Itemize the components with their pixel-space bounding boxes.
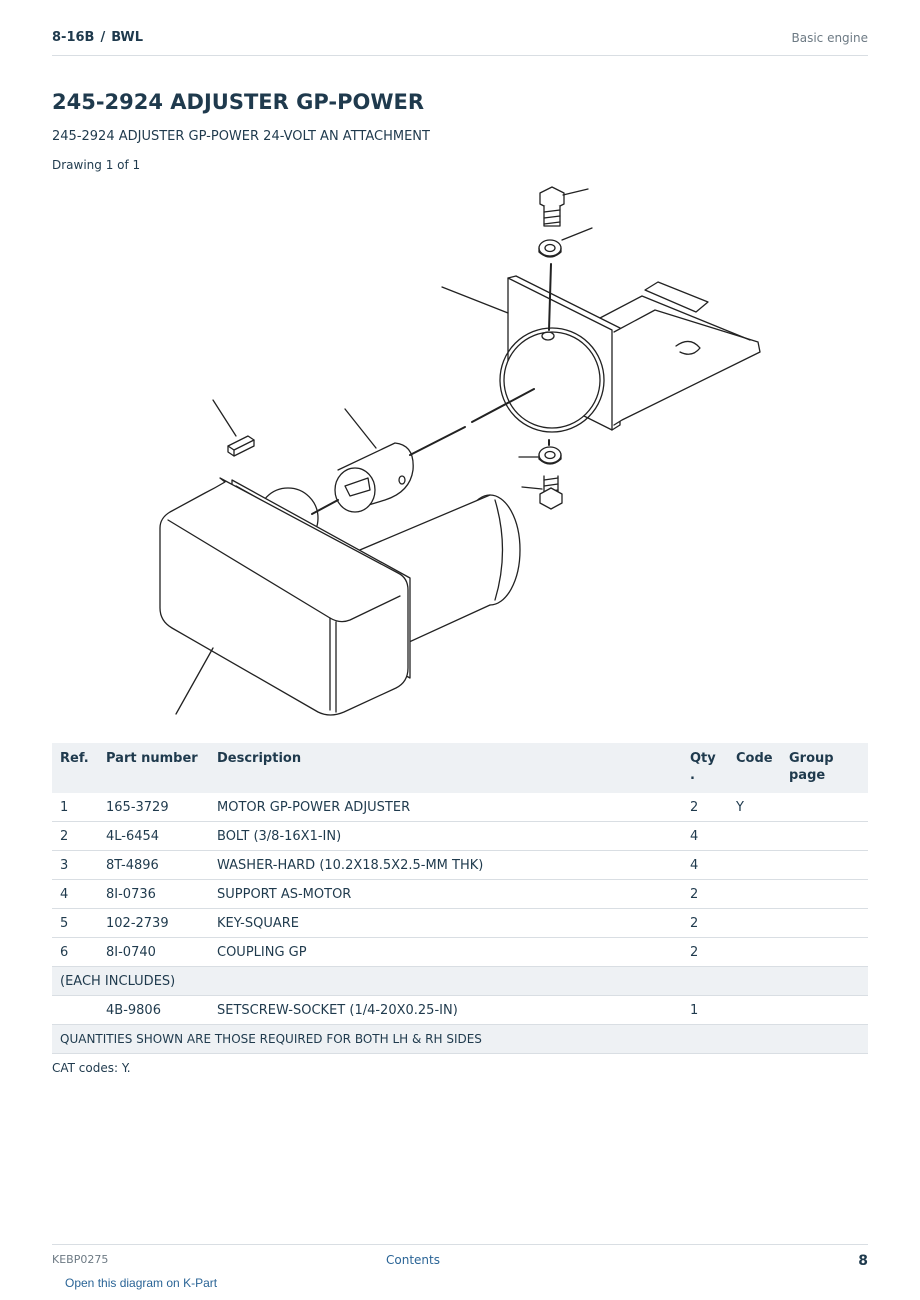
table-row [52,822,868,851]
page-header [52,28,868,56]
cell-code [728,996,781,1025]
exploded-parts-diagram [0,180,920,725]
breadcrumb [52,30,143,45]
cell-group-page [781,909,868,938]
column-header-part-number: Part number [98,743,209,793]
cell-part-number: 4L-6454 [98,822,209,851]
each-includes-row [52,967,868,996]
column-header-code: Code [728,743,781,793]
support-diagram-part [500,276,760,432]
cat-codes-note: CAT codes: Y. [52,1061,131,1075]
cell-qty: 2 [682,909,728,938]
cell-description: SETSCREW-SOCKET (1/4-20X0.25-IN) [209,996,682,1025]
drawing-count-label: Drawing 1 of 1 [52,158,141,172]
section-name: Basic engine [791,31,868,45]
table-row [52,909,868,938]
cell-part-number: 4B-9806 [98,996,209,1025]
column-header-ref: Ref. [52,743,98,793]
cell-group-page [781,880,868,909]
cell-part-number: 165-3729 [98,793,209,822]
cell-qty: 2 [682,938,728,967]
cell-part-number: 8I-0740 [98,938,209,967]
table-row [52,938,868,967]
each-includes-note: (EACH INCLUDES) [52,967,868,996]
key-square-diagram-part [228,436,254,456]
cell-description: MOTOR GP-POWER ADJUSTER [209,793,682,822]
motor-diagram-part [160,478,520,715]
quantities-note: QUANTITIES SHOWN ARE THOSE REQUIRED FOR BOTH LH & RH SIDES [52,1025,868,1054]
cell-qty: 2 [682,793,728,822]
cell-group-page [781,793,868,822]
washer-bottom-diagram-part [539,447,561,464]
cell-ref: 2 [52,822,98,851]
cell-part-number: 102-2739 [98,909,209,938]
table-row [52,793,868,822]
cell-ref: 6 [52,938,98,967]
cell-description: WASHER-HARD (10.2X18.5X2.5-MM THK) [209,851,682,880]
cell-code [728,822,781,851]
cell-group-page [781,851,868,880]
contents-link[interactable]: Contents [386,1253,440,1267]
cell-part-number: 8T-4896 [98,851,209,880]
cell-ref: 1 [52,793,98,822]
page-subtitle: 245-2924 ADJUSTER GP-POWER 24-VOLT AN ATTACHMENT [52,129,430,144]
quantities-note-row [52,1025,868,1054]
page-footer [52,1244,868,1275]
cell-description: BOLT (3/8-16X1-IN) [209,822,682,851]
breadcrumb-separator: / [100,30,106,45]
cell-description: SUPPORT AS-MOTOR [209,880,682,909]
cell-qty: 4 [682,822,728,851]
cell-description: COUPLING GP [209,938,682,967]
column-header-qty: Qty . [682,743,728,793]
table-header-row [52,743,868,793]
cell-code: Y [728,793,781,822]
cell-group-page [781,996,868,1025]
bolt-top-diagram-part [540,187,564,226]
cell-qty: 1 [682,996,728,1025]
cell-part-number: 8I-0736 [98,880,209,909]
breadcrumb-prefix: BWL [111,30,144,45]
page-title: 245-2924 ADJUSTER GP-POWER [52,90,425,114]
cell-group-page [781,938,868,967]
cell-code [728,851,781,880]
table-row [52,880,868,909]
cell-ref: 3 [52,851,98,880]
parts-table [52,743,868,1054]
cell-ref [52,996,98,1025]
open-on-kpart-link[interactable]: Open this diagram on K-Part [65,1276,218,1290]
table-row [52,851,868,880]
bolt-bottom-diagram-part [540,476,562,509]
cell-ref: 4 [52,880,98,909]
cell-code [728,880,781,909]
cell-ref: 5 [52,909,98,938]
cell-qty: 4 [682,851,728,880]
cell-code [728,909,781,938]
cell-description: KEY-SQUARE [209,909,682,938]
coupling-diagram-part [335,443,413,512]
column-header-group-page: Group page [781,743,868,793]
cell-group-page [781,822,868,851]
cell-qty: 2 [682,880,728,909]
cell-code [728,938,781,967]
washer-top-diagram-part [539,240,561,257]
table-row [52,996,868,1025]
document-id: KEBP0275 [52,1253,109,1266]
breadcrumb-model: 8-16B [52,30,95,45]
column-header-description: Description [209,743,682,793]
page-number: 8 [858,1253,868,1269]
